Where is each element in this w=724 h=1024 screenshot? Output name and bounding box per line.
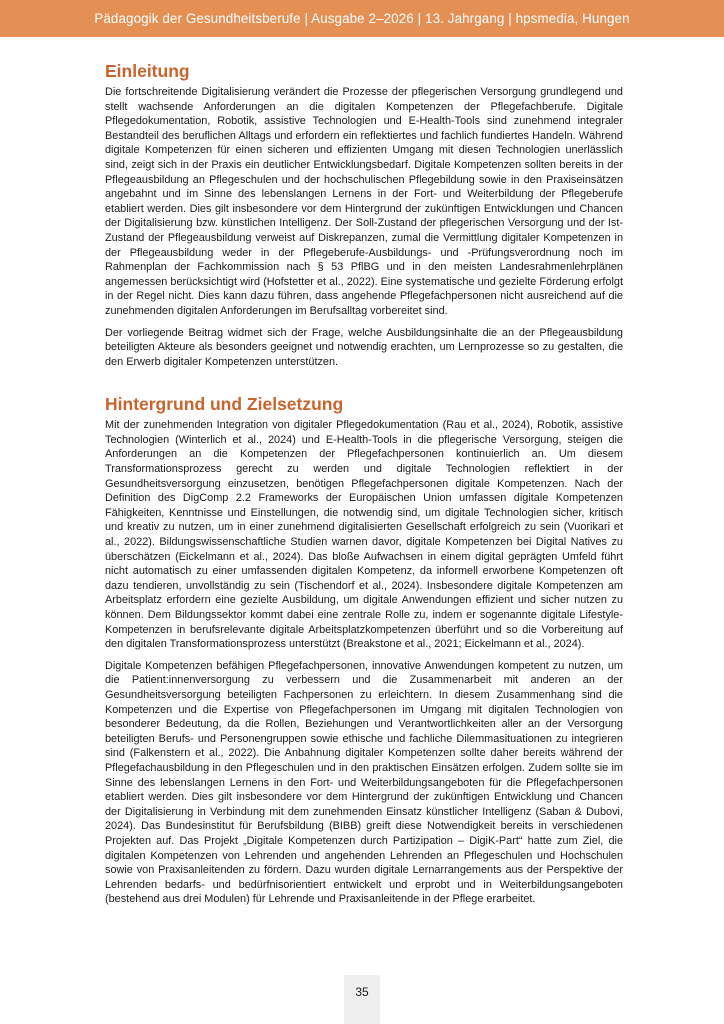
section-heading-hintergrund: Hintergrund und Zielsetzung: [105, 394, 344, 415]
paragraph: Mit der zunehmenden Integration von digitaler Pflegedokumentation (Rau et al., 2024), Robotik, assistive Technologien (Winterlich et al., 2024) und E-Health-Tools in die pflegerische Versorgung, steigen die Anforderungen an die Kompetenzen der Pflegefachpersonen kontinuierlich an. Um diesem Transformationsprozess gerecht zu werden und digitale Technologien reflektiert in der Gesundheitsversorgung einzusetzen, benötigen Pflegefachpersonen digitale Kompetenzen. Nach der Definition des DigComp 2.2 Frameworks der Europäischen Union umfassen digitale Kompetenzen Fähigkeiten, Kenntnisse und Einstellungen, die notwendig sind, um digitale Technologien sicher, kritisch und kreativ zu nutzen, um in einer zunehmend digitalisierten Gesellschaft erfolgreich zu sein (Vuorikari et al., 2022). Bildungswissenschaftliche Studien warnen davor, digitale Kompetenzen bei Digital Natives zu überschätzen (Eickelmann et al., 2024). Das bloße Aufwachsen in einem digital geprägten Umfeld führt nicht automatisch zu einer umfassenden digitalen Kompetenz, da informell erworbene Kompetenzen oft dazu tendieren, unvollständig zu sein (Tischendorf et al., 2024). Insbesondere digitale Kompetenzen am Arbeitsplatz erfordern eine gezielte Ausbildung, um digitale Anwendungen effizient und sicher nutzen zu können. Dem Bildungssektor kommt dabei eine zentrale Rolle zu, indem er sogenannte digitale Lifestyle-Kompetenzen in berufsrelevante digitale Arbeitsplatzkompetenzen überführt und so die Vorbereitung auf den digitalen Transformationsprozess unterstützt (Breakstone et al., 2021; Eickelmann et al., 2024).: [105, 419, 623, 651]
paragraph: Digitale Kompetenzen befähigen Pflegefachpersonen, innovative Anwendungen kompetent zu nutzen, um die Patient:innenversorgung zu verbessern und die Zusammenarbeit mit anderen an der Gesundheitsversorgung beteiligten Fachpersonen zu erleichtern. In diesem Zusammenhang sind die Kompetenzen und die Expertise von Pflegefachpersonen im Umgang mit digitalen Technologien von besonderer Bedeutung, da die Rollen, Beziehungen und Verantwortlichkeiten aller an der Versorgung beteiligten Berufs- und Personengruppen sowie ethische und fachliche Dilemmasituationen zu integrieren sind (Falkenstern et al., 2022). Die Anbahnung digitaler Kompetenzen sollte daher bereits während der Pflegefachausbildung in den Pflegeschulen und in den praktischen Einsätzen erfolgen. Zudem sollte sie im Sinne des lebenslangen Lernens in den Fort- und Weiterbildungsangeboten für die Pflegefachpersonen etabliert werden. Dies gilt insbesondere vor dem Hintergrund der zukünftigen Entwicklung und Chancen der Digitalisierung in Verbindung mit dem zunehmenden Einsatz künstlicher Intelligenz (Saban & Dubovi, 2024). Das Bundesinstitut für Berufsbildung (BIBB) greift diese Notwendigkeit bereits in verschiedenen Projekten auf. Das Projekt „Digitale Kompetenzen durch Partizipation – DigiK-Part“ hatte zum Ziel, die digitalen Kompetenzen von Lehrenden und angehenden Lehrenden an Pflegeschulen und Hochschulen sowie von Praxisanleitenden zu fördern. Dazu wurden digitale Lernarrangements aus der Perspektive der Lehrenden bedarfs- und bedürfnisorientiert entwickelt und erprobt und in Weiterbildungsangeboten (bestehend aus drei Modulen) für Lehrende und Praxisanleitende in der Pflege erarbeitet.: [105, 659, 623, 906]
journal-header-text: Pädagogik der Gesundheitsberufe | Ausgabe 2–2026 | 13. Jahrgang | hpsmedia, Hungen: [94, 11, 630, 26]
page-number-box: [344, 975, 380, 1024]
section-heading-einleitung: Einleitung: [105, 61, 190, 81]
article-body: [105, 60, 623, 914]
paragraph: Der vorliegende Beitrag widmet sich der Frage, welche Ausbildungsinhalte die an der Pflegeausbildung beteiligten Akteure als besonders geeignet und notwendig erachten, um Lernprozesse so zu gestalten, die den Erwerb digitaler Kompetenzen unterstützen.: [105, 326, 623, 368]
paragraph: Die fortschreitende Digitalisierung verändert die Prozesse der pflegerischen Versorgung grundlegend und stellt wachsende Anforderungen an die digitalen Kompetenzen der Pflegefachberufe. Digitale Pflegedokumentation, Robotik, assistive Technologien und E-Health-Tools sind zunehmend integraler Bestandteil des beruflichen Alltags und erfordern ein reflektiertes und fachlich fundiertes Handeln. Während digitale Kompetenzen für einen sicheren und effizienten Umgang mit diesen Technologien unerlässlich sind, zeigt sich in der Praxis ein deutlicher Entwicklungsbedarf. Digitale Kompetenzen sollten bereits in der Pflegeausbildung an Pflegeschulen und der hochschulischen Pflegebildung sowie in den Praxiseinsätzen angebahnt und im Sinne des lebenslangen Lernens in der Fort- und Weiterbildung der Pflegeberufe etabliert werden. Dies gilt insbesondere vor dem Hintergrund der zukünftigen Entwicklungen und Chancen der Digitalisierung bzw. künstlichen Intelligenz. Der Soll-Zustand der pflegerischen Versorgung und der Ist-Zustand der Pflegeausbildung verweist auf Diskrepanzen, zumal die Vermittlung digitaler Kompetenzen in der Pflegeausbildung weder in der Pflegeberufe-Ausbildungs- und -Prüfungsverordnung noch im Rahmenplan der Fachkommission nach § 53 PflBG und in den meisten Landesrahmenlehrplänen angemessen berücksichtigt wird (Hofstetter et al., 2022). Eine systematische und gezielte Förderung erfolgt in der Regel nicht. Dies kann dazu führen, dass angehende Pflegefachpersonen nicht ausreichend auf die zunehmenden digitalen Anforderungen im Berufsalltag vorbereitet sind.: [105, 86, 623, 317]
page-number: 35: [355, 985, 369, 999]
